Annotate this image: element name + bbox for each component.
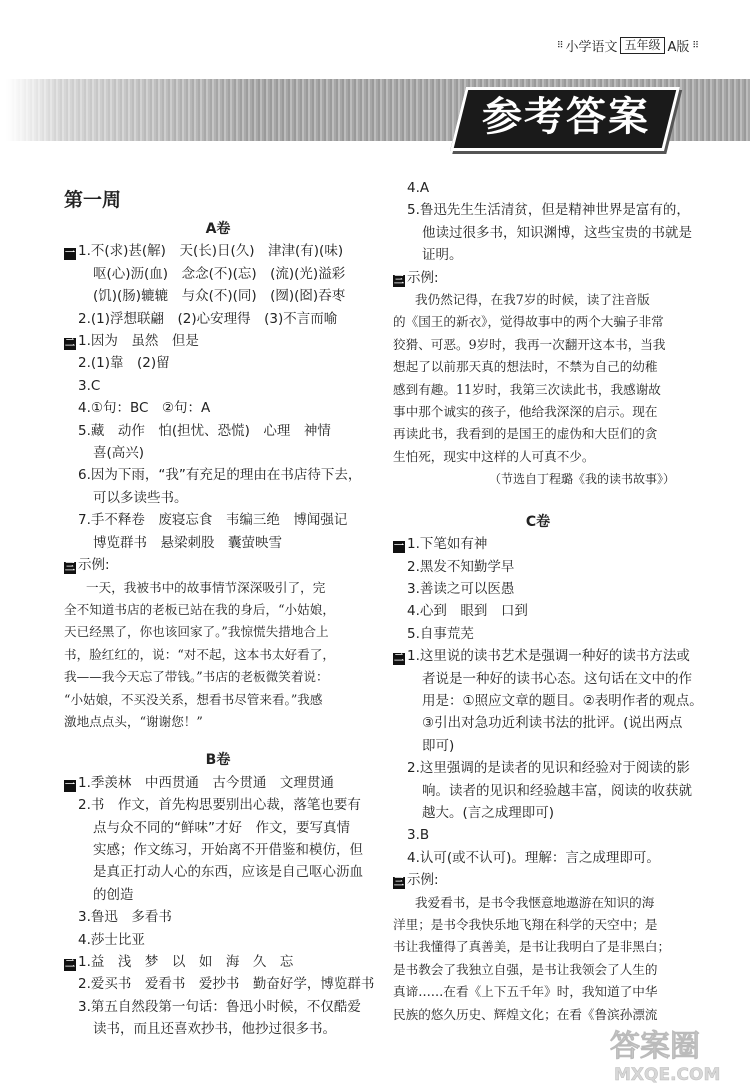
example-line: 再读此书，我看到的是国王的虚伪和大臣们的贪 [393,426,658,442]
answer-text: 7.手不释卷 废寝忘食 韦编三绝 博闻强记 [78,512,348,529]
answer-text: ③引出对急功近利读书法的批评。(说出两点 [422,715,683,732]
answer-line [64,397,372,419]
watermark-text-en: MXQE.COM [614,1065,721,1084]
answer-line [393,222,692,244]
answer-line [64,375,372,397]
example-line: 想起了以前那天真的想法时，不禁为自己的幼稚 [393,359,658,375]
answer-line [64,996,372,1018]
example-line: 书，脸红红的，说：“对不起，这本书太好看了， [64,646,335,662]
example-line: 洋里；是书令我快乐地飞翔在科学的天空中；是 [393,917,658,932]
answer-text: 越大。(言之成理即可) [422,804,555,821]
example-line: 生怕死，现实中这样的人可真不少。 [393,448,595,464]
answer-text: 5.鲁迅先生生活清贫，但是精神世界是富有的， [407,202,690,219]
answer-line [64,951,372,973]
answer-line [393,645,690,667]
answer-text: 2.(1)靠 (2)留 [78,355,170,372]
answer-line [393,623,683,645]
answer-list [64,772,375,1041]
answer-line [393,600,683,622]
answer-text: 博览群书 悬梁刺股 囊萤映雪 [93,534,282,551]
answer-text: 2.爱买书 爱看书 爱抄书 勤奋好学，博览群书 [78,976,375,993]
answer-text: 1.季羡林 中西贯通 古今贯通 文理贯通 [78,774,334,791]
answer-line [64,352,372,374]
dots-icon: ⠿ [556,40,563,51]
answer-text: 1.益 浅 梦 以 如 海 久 忘 [78,954,294,970]
example-line: 全不知道书店的老板已站在我的身后，“小姑娘， [64,601,335,617]
answer-line [64,884,372,906]
answer-text: 2.(1)浮想联翩 (2)心安理得 (3)不言而喻 [78,310,338,327]
answer-line [64,839,372,861]
answer-line [393,267,683,289]
right-column [393,177,703,1026]
example-line: 的《国王的新衣》，觉得故事中的两个大骗子非常 [393,314,664,330]
answer-line [64,464,372,486]
answer-line [64,240,372,262]
answer-text: 1.因为 虽然 但是 [78,333,199,350]
example-line: 激地点点头，“谢谢您！” [64,713,203,729]
answer-line [64,1018,372,1040]
answer-line [64,487,372,509]
example-text [64,577,372,734]
example-line: 狡猾、可恶。9岁时，我再一次翻开这本书，当我 [393,336,666,352]
answer-text: 用是：①照应文章的题目。②表明作者的观点。 [422,692,703,709]
answer-line [64,330,372,352]
watermark-text-cn: 答案圈 [610,1029,700,1064]
answer-line [393,533,683,555]
example-line: 天已经黑了，你也该回家了。”我惊慌失措地合上 [64,624,329,640]
section-title: B卷 [205,752,231,769]
answer-text: 3.第五自然段第一句话：鲁迅小时候，不仅酷爱 [78,998,361,1015]
question-marker: 三 [394,274,404,286]
answer-text: 即可) [422,737,455,754]
answer-text: 3.鲁迅 多看书 [78,909,172,926]
section-title: A卷 [205,221,231,237]
answer-line [393,824,683,846]
answer-text: 2.书 作文，首先构思要别出心裁，落笔也要有 [78,797,361,814]
answer-text: 实感；作文练习，开始离不开借鉴和模仿，但 [93,841,363,858]
page-header [557,36,698,55]
question-marker: 一 [394,541,404,553]
subject-label: 小学语文 [565,40,618,55]
answer-line [64,817,372,839]
example-line: 一天，我被书中的故事情节深深吸引了，完 [86,579,326,595]
watermark-logo [604,1020,744,1084]
section-b [64,749,375,1040]
example-line: 民族的悠久历史、辉煌文化；在看《鲁滨孙漂流 [393,1006,658,1022]
answer-text: 4.心到 眼到 口到 [407,603,528,620]
answer-line [64,285,372,307]
answer-line [393,199,690,221]
answer-line [393,177,683,199]
answer-text: 喜(高兴) [93,445,145,462]
answer-text: 5.藏 动作 怕(担忧、恐慌) 心理 神情 [78,422,331,439]
example-text [393,289,683,468]
answer-text: 1.这里说的读书艺术是强调一种好的读书方法或 [407,648,690,665]
section-a [64,218,372,733]
answer-text: 6.因为下雨，“我”有充足的理由在书店待下去， [78,467,362,484]
example-text [393,892,683,1026]
question-marker: 一 [65,779,75,791]
answer-list [393,533,703,892]
answer-line [393,244,683,266]
answer-text: 1.下笔如有神 [407,536,488,553]
example-line: 事中那个诚实的孩子，他给我深深的启示。现在 [393,404,658,420]
answer-line [64,973,375,995]
answer-line [393,780,692,802]
answer-line [393,847,683,869]
question-marker: 一 [65,248,75,260]
answer-text: 读书，而且还喜欢抄书，他抄过很多书。 [93,1021,336,1038]
question-marker: 三 [65,562,75,574]
answer-text: 2.这里强调的是读者的见识和经验对于阅读的影 [407,760,690,777]
week-title: 第一周 [64,189,122,211]
answer-text: 可以多读些书。 [93,489,188,506]
answer-text: 1.不(求)甚(解) 天(长)日(久) 津津(有)(味) [78,243,344,260]
dots-icon: ⠿ [692,40,698,51]
question-marker: 二 [65,338,75,350]
question-marker: 二 [65,959,75,970]
answer-text: 3.B [407,827,430,844]
answer-text: 响。读者的见识和经验越丰富，阅读的收获就 [422,782,692,799]
answer-text: 5.自事荒芜 [407,625,474,642]
answer-line [64,308,372,330]
answer-text: 2.黑发不知勤学早 [407,558,515,575]
answer-line [393,668,692,690]
left-column [64,186,375,1041]
example-line: 真谛……在看《上下五千年》时，我知道了中华 [393,984,658,1000]
source-note: （节选自丁程璐《我的读书故事》） [488,472,675,487]
answer-line [393,735,683,757]
answer-line [64,554,372,576]
answer-text: 点与众不同的“鲜味”才好 作文，要写真情 [93,819,350,836]
answer-line [64,442,372,464]
answer-line [64,532,372,554]
answer-line [393,712,683,734]
answer-line [393,869,683,891]
answer-text: 4.莎士比亚 [78,931,145,948]
answer-line [64,929,372,951]
section-title: C卷 [525,513,551,530]
answer-text: 4.认可(或不认可)。理解：言之成理即可。 [407,849,660,866]
question-marker: 三 [394,877,404,889]
example-line: 书让我懂得了真善美，是书让我明白了是非黑白； [393,939,671,955]
example-line: 是书教会了我独立自强，是书让我领会了人生的 [393,961,658,977]
question-marker: 二 [394,653,404,665]
answer-line [64,509,372,531]
example-line: 感到有趣。11岁时，我第三次读此书，我感谢故 [393,381,661,397]
example-line: 我爱看书，是书令我惬意地遨游在知识的海 [415,894,655,910]
answer-list [64,240,372,576]
answer-text: 3.C [78,377,101,394]
answer-text: (饥)(肠)辘辘 与众(不)(同) (囫)(囵)吞枣 [93,288,346,305]
answer-text: 他读过很多书，知识渊博，这些宝贵的书就是 [422,224,692,241]
example-line: “小姑娘，不买没关系，想看书尽管来看。”我感 [64,691,323,707]
answer-text: 者说是一种好的读书心态。这句话在文中的作 [422,670,692,687]
example-line: 我——我今天忘了带钱。”书店的老板微笑着说： [64,669,329,685]
answer-line [64,420,372,442]
grade-badge: 五年级 [620,37,664,54]
example-line: 我仍然记得，在我7岁的时候，读了注音版 [415,292,650,308]
answer-line [393,556,683,578]
answer-text: 示例: [407,872,439,889]
answer-line [393,578,683,600]
answer-line [393,690,703,712]
answer-text: 4.A [407,180,430,196]
answer-line [393,802,683,824]
banner-title: 参考答案 [482,94,650,140]
answer-line [64,906,372,928]
answer-line [393,757,690,779]
answer-line [64,794,372,816]
answer-line [64,772,372,794]
answer-text: 示例: [78,557,110,574]
answer-text: 证明。 [422,247,463,264]
answer-list [393,177,692,289]
answer-text: 是真正打动人心的东西，应该是自己呕心沥血 [93,864,363,881]
answer-text: 4.①句：BC ②句：A [78,400,211,417]
answer-text: 呕(心)沥(血) 念念(不)(忘) (流)(光)溢彩 [93,265,346,282]
answer-line [64,263,372,285]
answer-line [64,861,372,883]
answer-text: 的创造 [93,886,134,903]
edition-label: A版 [667,40,690,55]
answer-text: 3.善读之可以医愚 [407,580,515,597]
answer-text: 示例: [407,269,439,286]
